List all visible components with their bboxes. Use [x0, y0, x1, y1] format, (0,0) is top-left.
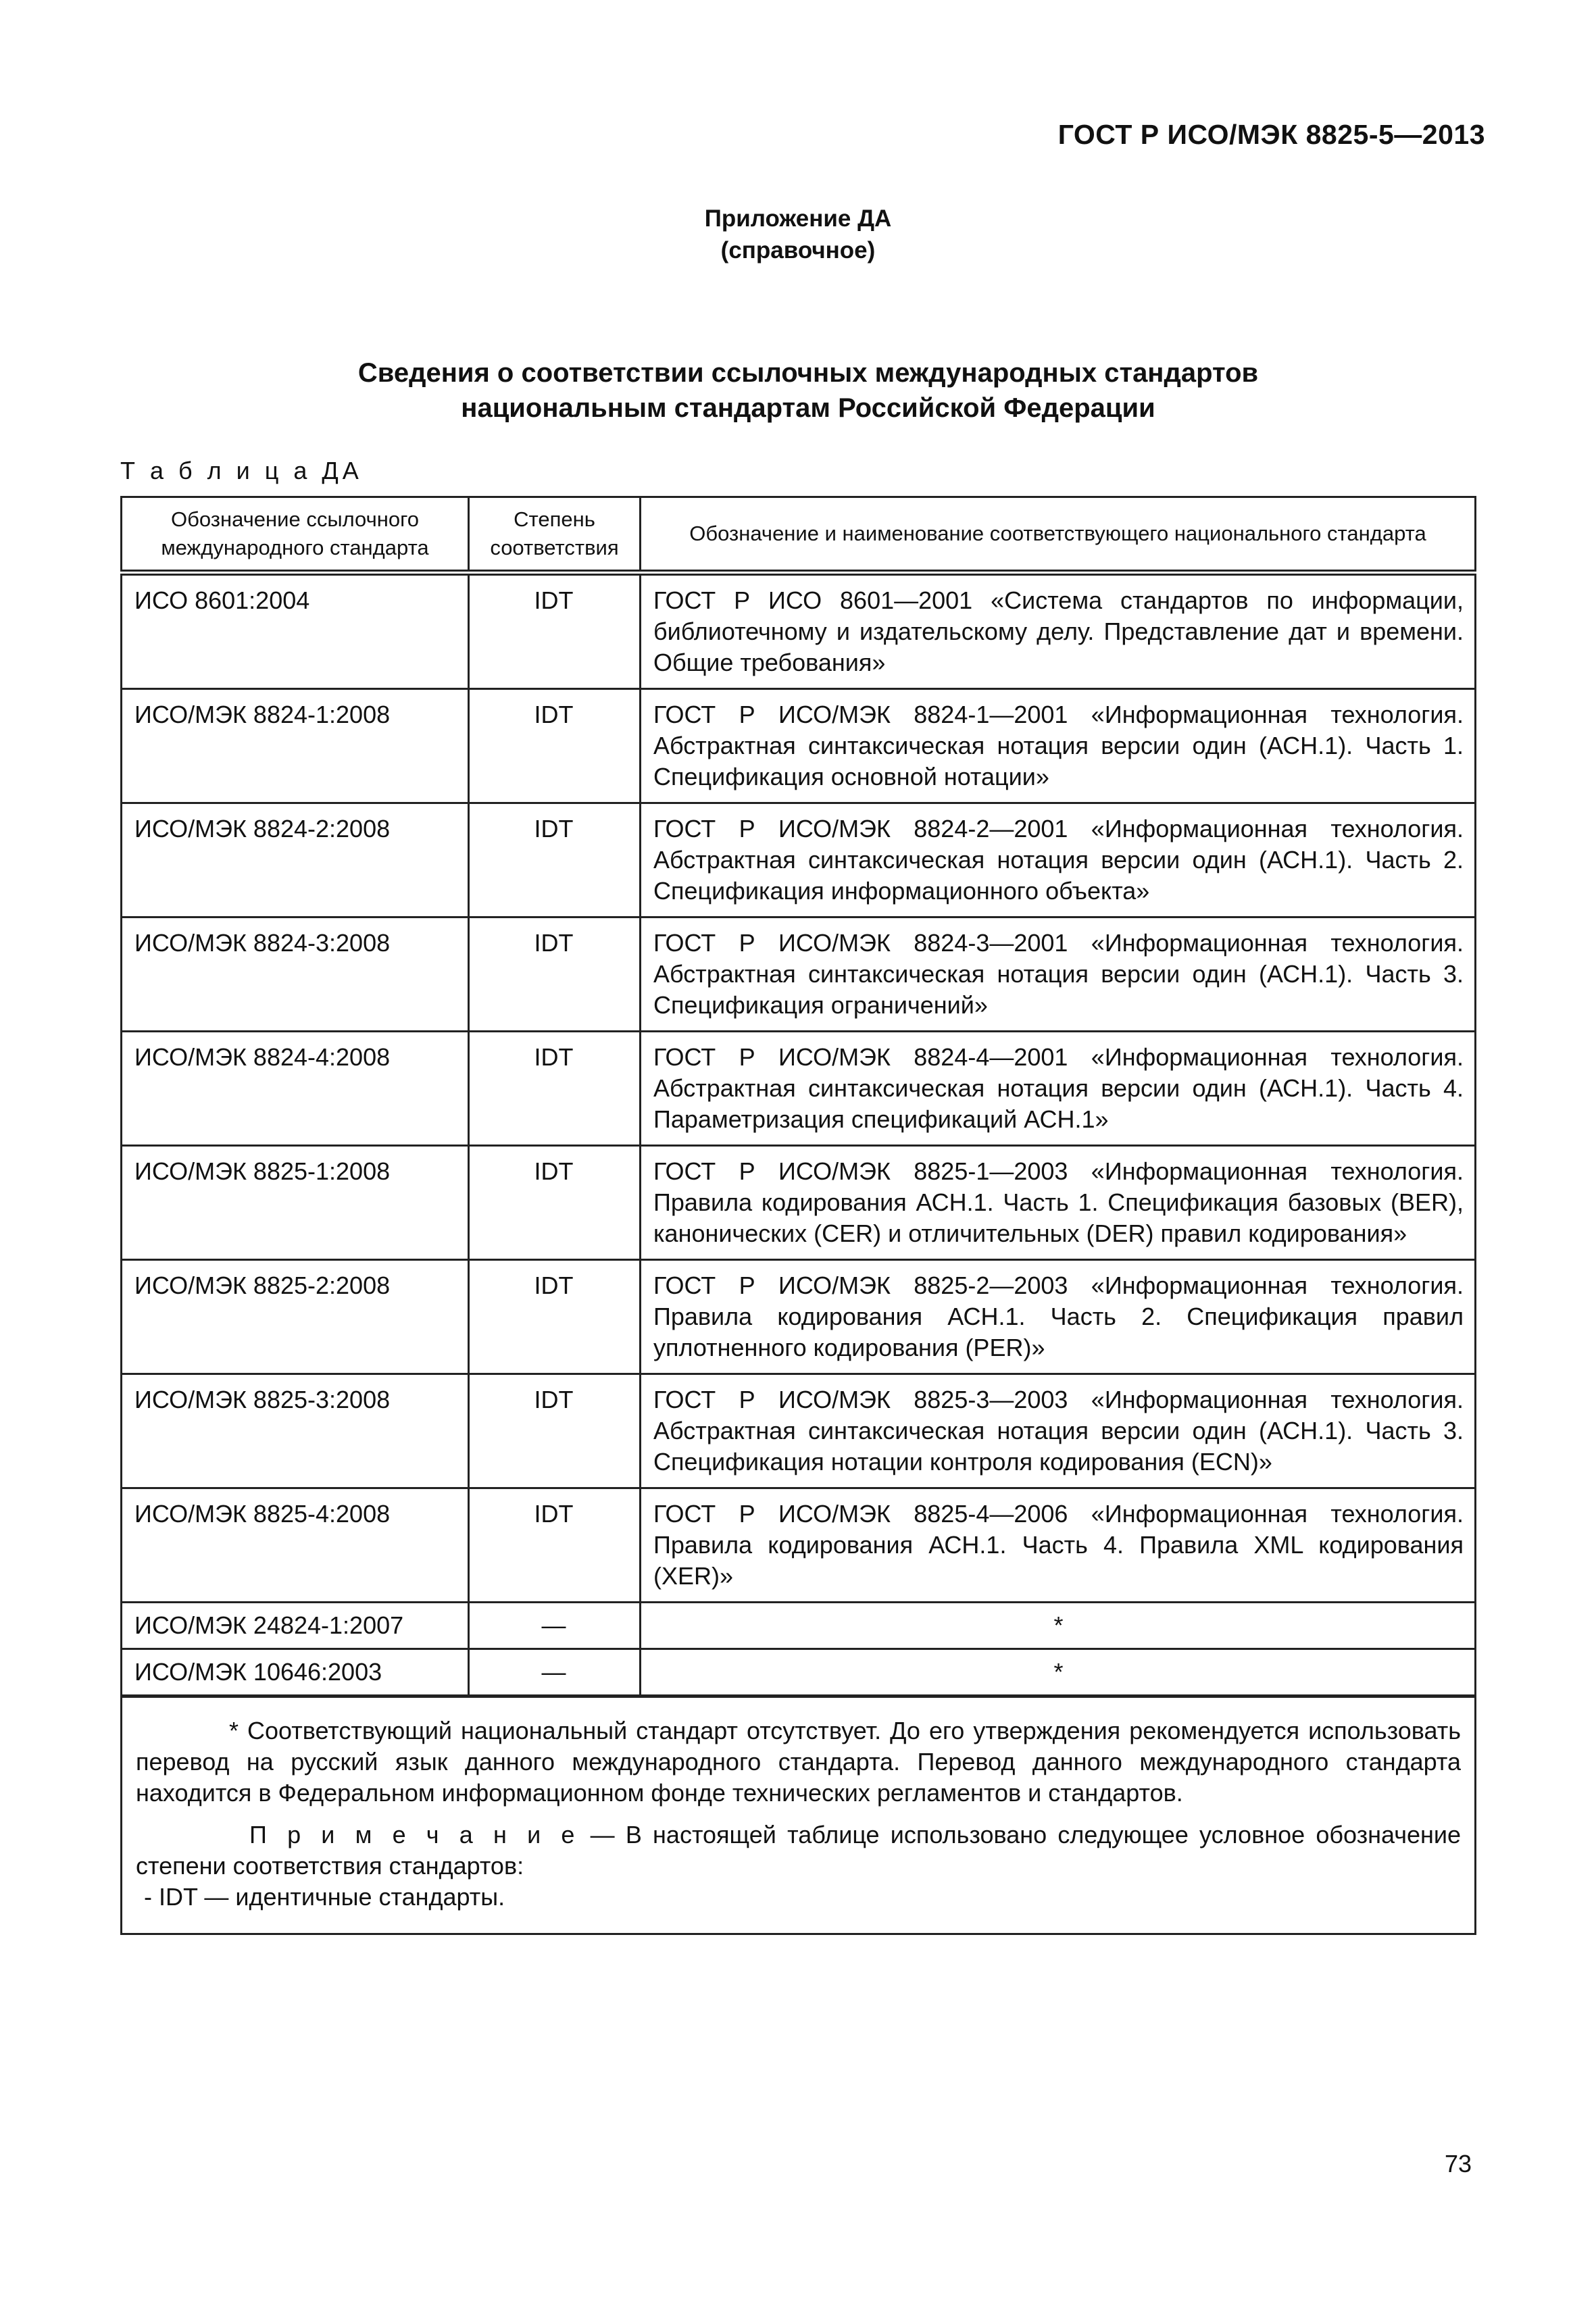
table-row: [122, 803, 1476, 917]
reference-standard: ИСО/МЭК 8825-1:2008: [122, 1146, 469, 1260]
degree-of-correspondence: IDT: [469, 1488, 641, 1603]
national-standard: ГОСТ Р ИСО/МЭК 8824-2—2001 «Информационная технология. Абстрактная синтаксическая нотация версии один (АСН.1). Часть 2. Спецификация информационного объекта»: [641, 803, 1476, 917]
reference-standard: ИСО/МЭК 8825-2:2008: [122, 1260, 469, 1374]
degree-of-correspondence: —: [469, 1603, 641, 1649]
note: [136, 1819, 1461, 1882]
section-title-line-2: национальным стандартам Российской Федерации: [461, 393, 1155, 423]
national-standard: ГОСТ Р ИСО/МЭК 8825-3—2003 «Информационная технология. Абстрактная синтаксическая нотация версии один (АСН.1). Часть 3. Спецификация нотации контроля кодирования (ECN)»: [641, 1374, 1476, 1488]
national-standard: ГОСТ Р ИСО/МЭК 8824-3—2001 «Информационная технология. Абстрактная синтаксическая нотация версии один (АСН.1). Часть 3. Спецификация ограничений»: [641, 917, 1476, 1032]
reference-standard: ИСО/МЭК 8824-1:2008: [122, 689, 469, 803]
degree-of-correspondence: IDT: [469, 917, 641, 1032]
standards-correspondence-table: [120, 496, 1476, 1935]
reference-standard: ИСО/МЭК 8824-3:2008: [122, 917, 469, 1032]
national-standard: ГОСТ Р ИСО/МЭК 8824-1—2001 «Информационная технология. Абстрактная синтаксическая нотация версии один (АСН.1). Часть 1. Спецификация основной нотации»: [641, 689, 1476, 803]
column-header-degree: Степень соответствия: [469, 497, 641, 573]
document-code: ГОСТ Р ИСО/МЭК 8825-5—2013: [1057, 119, 1485, 150]
table-row: [122, 573, 1476, 689]
appendix-type: (справочное): [720, 237, 876, 263]
note-item: - IDT — идентичные стандарты.: [144, 1883, 505, 1911]
national-standard: *: [641, 1649, 1476, 1696]
national-standard: ГОСТ Р ИСО/МЭК 8825-2—2003 «Информационная технология. Правила кодирования АСН.1. Часть 2. Спецификация правил уплотненного кодирования (PER)»: [641, 1260, 1476, 1374]
appendix-title: Приложение ДА: [704, 205, 892, 232]
reference-standard: ИСО/МЭК 8824-2:2008: [122, 803, 469, 917]
table-row: [122, 689, 1476, 803]
degree-of-correspondence: IDT: [469, 1374, 641, 1488]
reference-standard: ИСО/МЭК 8825-4:2008: [122, 1488, 469, 1603]
reference-standard: ИСО/МЭК 24824-1:2007: [122, 1603, 469, 1649]
reference-standard: ИСО/МЭК 8825-3:2008: [122, 1374, 469, 1488]
section-title: [0, 355, 1596, 426]
table-row: [122, 1032, 1476, 1146]
degree-of-correspondence: IDT: [469, 803, 641, 917]
national-standard: ГОСТ Р ИСО/МЭК 8824-4—2001 «Информационная технология. Абстрактная синтаксическая нотация версии один (АСН.1). Часть 4. Параметризация спецификаций АСН.1»: [641, 1032, 1476, 1146]
degree-of-correspondence: IDT: [469, 1032, 641, 1146]
footnote: * Соответствующий национальный стандарт отсутствует. До его утверждения рекомендуется использовать перевод на русский язык данного международного стандарта. Перевод данного международного стандарта находится в Федеральном информационном фонде технических регламентов и стандартов.: [136, 1717, 1461, 1807]
table-row: [122, 917, 1476, 1032]
table-notes-row: [122, 1696, 1476, 1934]
degree-of-correspondence: IDT: [469, 1146, 641, 1260]
national-standard: ГОСТ Р ИСО/МЭК 8825-4—2006 «Информационная технология. Правила кодирования АСН.1. Часть 4. Правила XML кодирования (XER)»: [641, 1488, 1476, 1603]
table-row: [122, 1603, 1476, 1649]
appendix-heading: [0, 203, 1596, 266]
section-title-line-1: Сведения о соответствии ссылочных международных стандартов: [357, 358, 1259, 388]
reference-standard: ИСО/МЭК 10646:2003: [122, 1649, 469, 1696]
national-standard: ГОСТ Р ИСО 8601—2001 «Система стандартов по информации, библиотечному и издательскому делу. Представление дат и времени. Общие требования»: [641, 573, 1476, 689]
table-notes: [122, 1696, 1476, 1934]
table-row: [122, 1260, 1476, 1374]
column-header-national: Обозначение и наименование соответствующего национального стандарта: [641, 497, 1476, 573]
national-standard: *: [641, 1603, 1476, 1649]
table-row: [122, 1649, 1476, 1696]
reference-standard: ИСО/МЭК 8824-4:2008: [122, 1032, 469, 1146]
table-row: [122, 1488, 1476, 1603]
page-number: 73: [1444, 2150, 1472, 2178]
column-header-reference: Обозначение ссылочного международного стандарта: [122, 497, 469, 573]
degree-of-correspondence: IDT: [469, 689, 641, 803]
degree-of-correspondence: IDT: [469, 573, 641, 689]
table-label: Т а б л и ц а ДА: [120, 457, 363, 484]
reference-standard: ИСО 8601:2004: [122, 573, 469, 689]
degree-of-correspondence: —: [469, 1649, 641, 1696]
table-header-row: [122, 497, 1476, 573]
national-standard: ГОСТ Р ИСО/МЭК 8825-1—2003 «Информационная технология. Правила кодирования АСН.1. Часть 1. Спецификация базовых (BER), канонических (CER) и отличительных (DER) правил кодирования»: [641, 1146, 1476, 1260]
degree-of-correspondence: IDT: [469, 1260, 641, 1374]
table-row: [122, 1146, 1476, 1260]
note-label: П р и м е ч а н и е: [249, 1821, 580, 1848]
note-text: — В настоящей таблице использовано следующее условное обозначение степени соответствия стандартов:: [136, 1821, 1461, 1880]
table-row: [122, 1374, 1476, 1488]
